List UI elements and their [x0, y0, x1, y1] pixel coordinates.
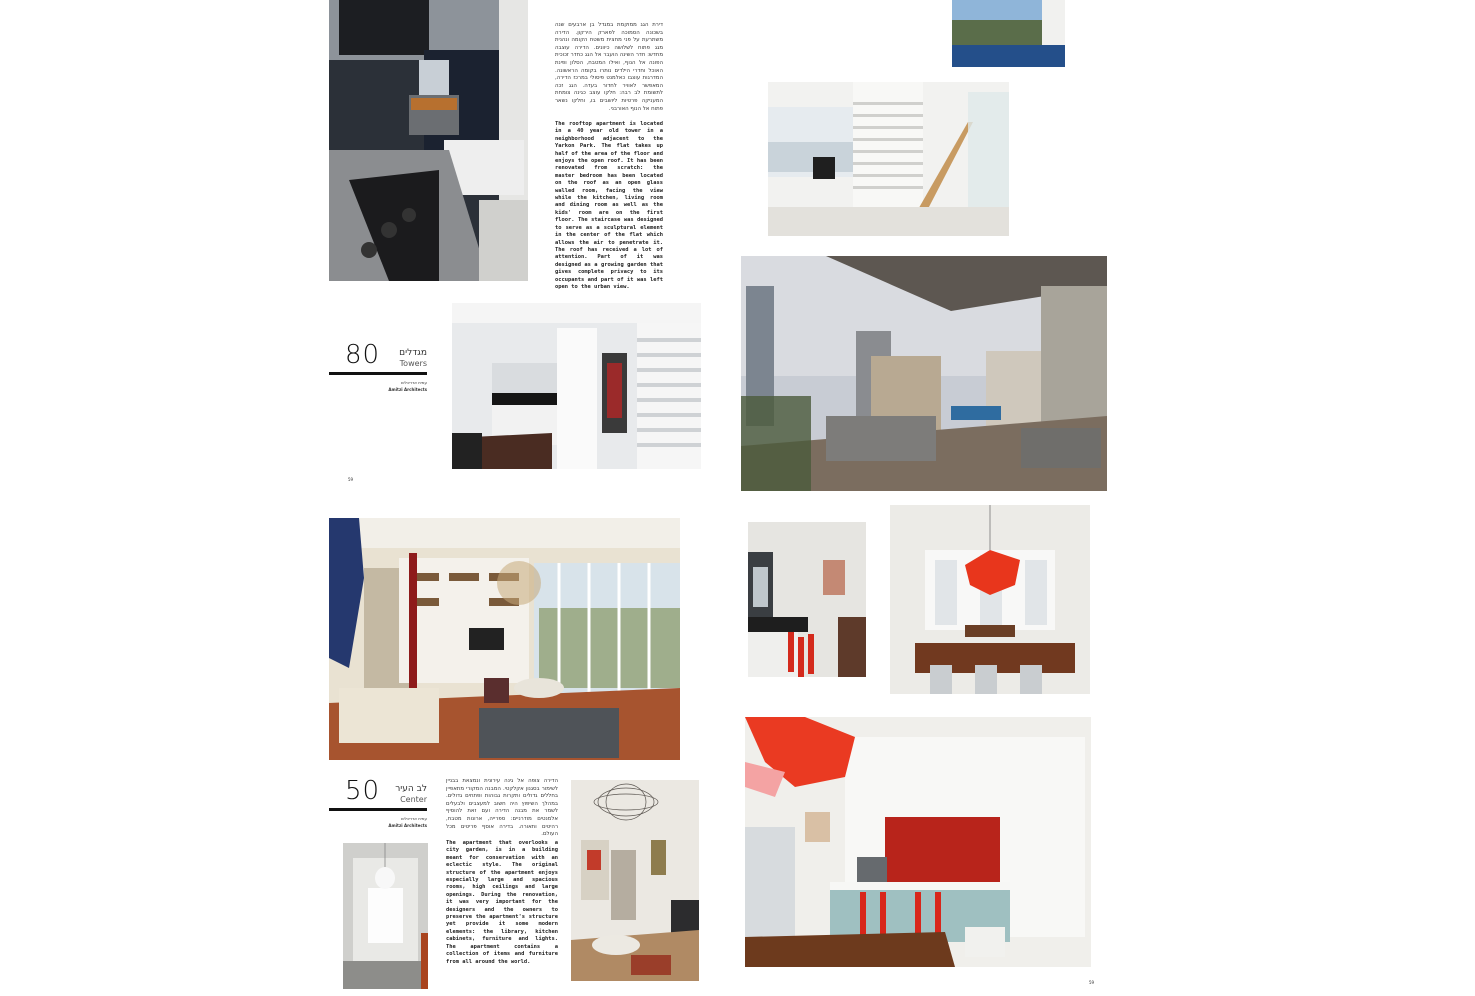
towers-architect-hebrew: עמית אדריכלים: [401, 380, 427, 385]
folio-right: 59: [1089, 980, 1095, 985]
towers-section-header: [329, 340, 429, 400]
center-rule: [329, 808, 427, 811]
bathroom-photo: [343, 843, 428, 989]
towers-number: 80: [345, 340, 381, 370]
center-hebrew-text: הדירה צופה אל גינה עירונית ונמצאת בבניין לשימור בסגנון אקלקטי. המבנה המקורי מתאפיין בחללים גדולים ותקרות גבוהות ופתחים גדולים. במהלך השיפוץ היה חשוב למעצבים ולבעלים לשמר את מבנה הדירה ועם זאת להוסיף אלמנטים מודרניים: ספרייה, ארונות מטבח, רהיטים ותאורה. בדירה אוסף פריטים מכל העולם.: [446, 778, 558, 838]
folio-left: 59: [348, 477, 354, 482]
rooftop-terrace-photo: [741, 256, 1107, 491]
center-section-header: [329, 776, 429, 836]
rooftop-pool-thumb: [952, 0, 1065, 67]
towers-architect-english: Amitzi Architects: [388, 387, 427, 392]
kitchen-dark-photo: [329, 0, 528, 281]
dining-red-lamp-photo: [890, 505, 1090, 694]
towers-rule: [329, 372, 427, 375]
dining-corner-photo: [748, 522, 866, 677]
center-architect-english: Amitzi Architects: [388, 823, 427, 828]
towers-english-title: Towers: [399, 359, 427, 368]
center-english-title: Center: [400, 795, 427, 804]
towers-hebrew-text: דירת הגג ממוקמת במגדל בן ארבעים שנה בשכונה הסמוכה לפארק הירקון. הדירה משתרעת על פני מחצית משטח הקומה ונהנית מגג פתוח לשלושה כיוונים. הדירה עוצבה מחדש: חדר השינה הועבר אל הגג כחדר זכוכית הפונה אל הנוף, ואילו המטבח, הסלון ופינת האוכל וחדרי הילדים נותרו בקומה הראשונה. המדרגות עוצבו כאלמנט פיסולי במרכז הדירה, המאפשר לאוויר לחדור בעדה. הגג זכה לתשומת לב רבה: חלקו עוצב כגינה צומחת המעניקה פרטיות ליושבים בו, וחלקו נשאר פתוח אל הנוף האורבני.: [555, 22, 663, 112]
lounge-chandelier-photo: [571, 780, 699, 981]
red-lamp-kitchen-photo: [745, 717, 1091, 967]
center-english-text: The apartment that overlooks a city garden, is in a building meant for conservation with an eclectic style. The original structure of the apartment enjoys especially large and spacious rooms, high ceilings and large openings. During the renovation, it was very important for the designers and the owners to preserve the apartment's structure yet provide it some modern elements: the library, kitchen cabinets, furniture and lights. The apartment contains a collection of items and furniture from all around the world.: [446, 840, 558, 965]
center-number: 50: [345, 776, 381, 806]
towers-english-text: The rooftop apartment is located in a 40 year old tower in a neighborhood adjacent to the Yarkon Park. The flat takes up half of the area of the floor and enjoys the open roof. It has been renovated from scratch: the master bedroom has been located on the roof as an open glass walled room, facing the view while the kitchen, living room and dining room as well as the kids' room are on the first floor. The staircase was designed to serve as a sculptural element in the center of the flat which allows the air to penetrate it. The roof has received a lot of attention. Part of it was designed as a growing garden that gives complete privacy to its occupants and part of it was left open to the urban view.: [555, 121, 663, 290]
center-hebrew-title: לב העיר: [395, 784, 427, 794]
living-room-photo: [329, 518, 680, 760]
center-architect-hebrew: עמית אדריכלים: [401, 816, 427, 821]
staircase-photo: [768, 82, 1009, 236]
towers-hebrew-title: מגדלים: [399, 348, 427, 358]
kitchen-white-photo: [452, 303, 701, 469]
